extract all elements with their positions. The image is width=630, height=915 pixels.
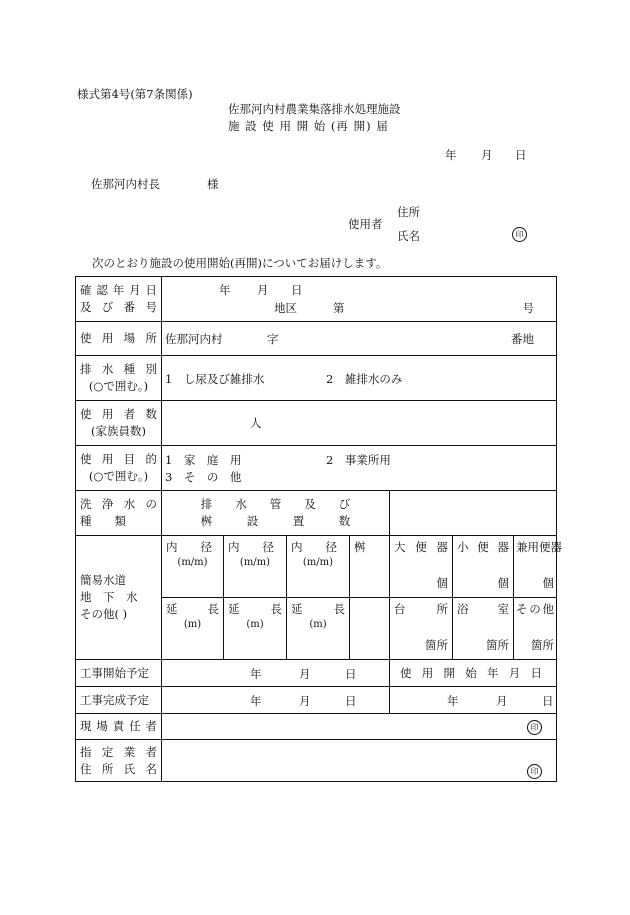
water-label3: その他( ) xyxy=(80,606,128,621)
toilet-small-unit: 個 xyxy=(497,575,509,590)
work-start-row xyxy=(76,660,557,687)
work-start-day: 日 xyxy=(345,667,357,681)
pipe-header2: 桝 設 置 数 xyxy=(200,514,351,528)
drain-label2: (○で囲む。) xyxy=(88,379,149,393)
confirm-district: 地区 xyxy=(274,301,297,315)
use-start-label: 使用開始年月日 xyxy=(390,660,557,687)
pipe-diameter-row xyxy=(76,536,557,598)
address-label: 住所 xyxy=(397,205,420,219)
unit-mm-1: (m/m) xyxy=(177,556,208,568)
work-start-label: 工事開始予定 xyxy=(76,660,162,687)
purpose-option2: 2 事業所用 xyxy=(326,453,391,467)
purpose-label1: 使用目的 xyxy=(80,452,157,467)
work-end-row xyxy=(76,687,557,714)
length-1: 延 長 xyxy=(166,602,219,616)
place-village: 佐那河内村 xyxy=(165,332,223,346)
contractor-label2: 住所氏名 xyxy=(80,761,157,776)
seal-icon: 印 xyxy=(527,764,542,779)
toilet-dual-label: 兼用便器 xyxy=(516,540,562,554)
length-2: 延 長 xyxy=(228,602,282,616)
toilet-large-label: 大便器 xyxy=(394,540,448,554)
application-form-table xyxy=(75,276,562,782)
wash-label2: 種 類 xyxy=(80,514,126,528)
form-number: 様式第4号(第7条関係) xyxy=(77,87,193,101)
unit-m-3: (m) xyxy=(309,618,327,630)
drain-option1: 1 し尿及び雑排水 xyxy=(165,372,265,386)
other-unit: 箇所 xyxy=(531,637,555,652)
use-start-day: 日 xyxy=(542,694,554,708)
work-end-day: 日 xyxy=(345,694,357,708)
header-date-year: 年 xyxy=(445,148,457,162)
site-manager-row xyxy=(76,714,557,740)
contractor-row xyxy=(76,740,557,782)
unit-m-1: (m) xyxy=(183,618,202,630)
work-end-year: 年 xyxy=(250,694,262,708)
purpose-row xyxy=(76,446,557,491)
users-label1: 使用者数 xyxy=(80,407,157,422)
place-banchi: 番地 xyxy=(511,332,535,346)
kitchen-unit: 箇所 xyxy=(425,637,448,652)
user-label: 使用者 xyxy=(348,217,383,231)
seal-icon: 印 xyxy=(527,720,542,735)
inner-diameter-2: 内 径 xyxy=(228,540,274,554)
length-3: 延 長 xyxy=(291,602,345,616)
wash-label1: 洗浄水の xyxy=(80,497,157,512)
place-aza: 字 xyxy=(267,332,279,346)
bath-unit: 箇所 xyxy=(486,637,509,652)
toilet-small-label: 小便器 xyxy=(457,540,509,554)
unit-m-2: (m) xyxy=(246,618,264,630)
honorific: 様 xyxy=(207,177,219,191)
water-label2: 地 下 水 xyxy=(80,590,138,605)
place-row xyxy=(76,322,557,356)
confirm-dai: 第 xyxy=(333,301,345,315)
unit-mm-3: (m/m) xyxy=(302,556,334,568)
addressee: 佐那河内村長 xyxy=(91,177,160,191)
header-date-day: 日 xyxy=(515,148,527,162)
site-manager-label: 現場責任者 xyxy=(76,714,162,740)
water-label1: 簡易水道 xyxy=(80,573,126,588)
masu-label: 桝 xyxy=(350,536,390,598)
use-start-month: 月 xyxy=(496,694,508,708)
users-row xyxy=(76,401,557,446)
users-label2: (家族員数) xyxy=(91,424,146,438)
kitchen-label: 台 所 xyxy=(394,602,448,616)
work-end-month: 月 xyxy=(299,694,311,708)
place-label: 使用場所 xyxy=(76,322,162,356)
users-unit: 人 xyxy=(250,416,262,430)
toilet-large-unit: 個 xyxy=(436,575,448,590)
header-date-month: 月 xyxy=(481,148,493,162)
use-start-year: 年 xyxy=(447,694,459,708)
inner-diameter-3: 内 径 xyxy=(291,540,337,554)
confirm-year: 年 xyxy=(219,283,231,297)
purpose-label2: (○で囲む。) xyxy=(88,469,149,483)
work-start-month: 月 xyxy=(299,667,311,681)
inner-diameter-1: 内 径 xyxy=(166,540,212,554)
unit-mm-2: (m/m) xyxy=(239,556,271,568)
wash-row xyxy=(76,491,557,536)
other-label: その他 xyxy=(516,602,555,616)
drain-option2: 2 雑排水のみ xyxy=(326,372,403,386)
pipe-header1: 排 水 管 及 び xyxy=(200,497,351,512)
confirm-go: 号 xyxy=(522,301,535,315)
bath-label: 浴 室 xyxy=(457,602,509,616)
confirm-row xyxy=(76,277,557,322)
form-title-line1: 佐那河内村農業集落排水処理施設 xyxy=(228,102,401,116)
seal-icon: 印 xyxy=(512,226,527,242)
name-label: 氏名 xyxy=(397,229,420,243)
drain-type-row xyxy=(76,356,557,401)
purpose-option3: 3 そ の 他 xyxy=(165,470,242,484)
work-start-year: 年 xyxy=(250,667,262,681)
confirm-label1: 確認年月日 xyxy=(80,283,157,298)
intro-text: 次のとおり施設の使用開始(再開)についてお届けします。 xyxy=(92,256,388,270)
confirm-day: 日 xyxy=(291,283,303,297)
form-title-line2: 施 設 使 用 開 始 (再 開) 届 xyxy=(228,119,389,133)
confirm-label2: 及び番号 xyxy=(80,300,157,314)
toilet-dual-unit: 個 xyxy=(542,575,555,590)
drain-label1: 排水種別 xyxy=(80,362,157,377)
contractor-label1: 指定業者 xyxy=(80,744,157,759)
purpose-option1: 1 家 庭 用 xyxy=(165,453,242,467)
confirm-month: 月 xyxy=(257,283,269,297)
work-end-label: 工事完成予定 xyxy=(76,687,162,714)
